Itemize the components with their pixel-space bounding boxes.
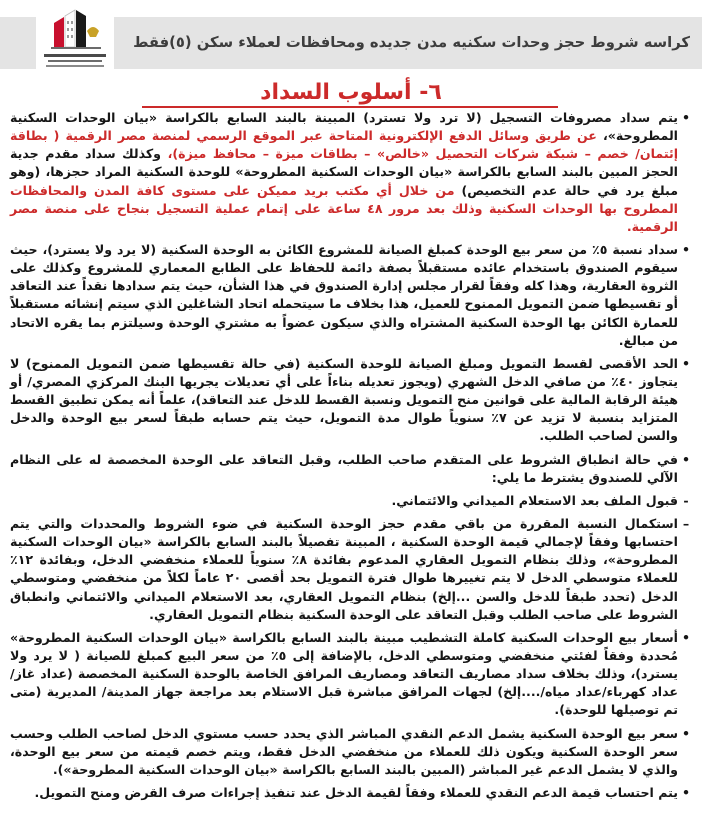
dash-marker: - (683, 492, 689, 508)
logo-lettering (44, 54, 106, 67)
housing-fund-logo-icon (36, 7, 114, 75)
text-segment: سداد نسبة ٥٪ من سعر بيع الوحدة كمبلغ الصيانة للمشروع الكائن به الوحدة السكنية (لا يرد ولا يسترد)، حيث سيقوم الصندوق باستخدام عائده مستقبلاً بصفة دائمة للحفاظ على الطابع المعماري للمشروع وكذلك على الثروة العقارية، وهذا كله وفقاً لقرار مجلس إدارة الصندوق في هذا الشأن، حيث يتم سدادها نقداً عند التعاقد أو تقسيطها ضمن التمويل الممنوح للعميل، هذا بخلاف ما سيتحمله اتحاد الشاغلين الذي سيتم إنشائه مستقبلاً للعمارة الكائن بها الوحدة السكنية المشتراه والذي سيكون عضواً به مشتري الوحدة وسيلتزم بما يقره الاتحاد من مبالغ. (10, 241, 679, 348)
clause-text (10, 109, 678, 236)
payment-method-clauses (10, 109, 694, 807)
bullet-marker: • (681, 355, 691, 371)
highlighted-text-segment: عن طريق وسائل الدفع الإلكترونية المتاحة عبر الموقع الرسمي لمنصة مصر الرقمية ( بطاقة إئتمان/ خصم – شبكة شركات التحصيل «خالص» – بطاقات ميزة – محافظ ميزة)، (10, 128, 679, 162)
bullet-marker: • (681, 784, 691, 800)
bullet-marker: • (681, 629, 691, 645)
clause-registration-fees (10, 109, 694, 236)
condition-text (10, 515, 678, 624)
text-segment: وكذلك سداد مقدم جدية الحجز المبين بالبند السابع بالكراسة «بيان الوحدات السكنية المطروحة» للوحدة السكنية المراد حجزها، (وهو مبلغ يرد في حالة عدم التخصيص) (10, 146, 678, 198)
bullet-marker: • (681, 725, 691, 741)
section-heading: ٦- أسلوب السداد (260, 80, 442, 105)
text-segment: يتم احتساب قيمة الدعم النقدي للعملاء وفقاً لقيمة الدخل عند تنفيذ إجراءات صرف القرض ومنح التمويل. (34, 784, 678, 800)
clause-text (10, 784, 678, 802)
heading-underline (142, 106, 558, 108)
text-segment: قبول الملف بعد الاستعلام الميداني والائتماني. (391, 492, 678, 508)
clause-text (10, 451, 678, 487)
condition-file-acceptance (10, 492, 694, 510)
clause-maintenance-fee (10, 241, 694, 350)
clause-text (10, 355, 678, 446)
bullet-marker: • (681, 110, 691, 125)
bullet-marker: • (681, 451, 691, 467)
dash-marker: – (682, 515, 690, 531)
text-segment: في حالة انطباق الشروط على المتقدم صاحب الطلب، وقبل التعاقد على الوحدة المخصصة له على النظام الآلي للصندوق يشترط ما يلي: (10, 451, 678, 485)
text-segment: أسعار بيع الوحدات السكنية كاملة التشطيب مبينة بالبند السابع بالكراسة «بيان الوحدات السكنية المطروحة» مُحددة وفقاً لفئتي منخفضي ومتوسطي الدخل، بالإضافة إلى ٥٪ من سعر البيع كمبلغ للصيانة ( لا يرد ولا يسترد)، وذلك بخلاف سداد مصاريف التعاقد ومصاريف المرافق الخاصة بالوحدة السكنية المخصصة (عداد غاز/عداد كهرباء/عداد مياه/....إلخ) لجهات المرافق مباشرة قبل الاستلام بعد مراجعة جهاز المدينة/ المديرية (متى تم توصيلها للوحدة). (10, 629, 678, 718)
logo-graphic (36, 7, 114, 75)
condition-text (10, 492, 678, 510)
text-segment: الحد الأقصى لقسط التمويل ومبلغ الصيانة للوحدة السكنية (في حالة تقسيطها ضمن التمويل الممنوح) لا يتجاوز ٤٠٪ من صافي الدخل الشهري (ويجوز تعديله بناءاً على أي تعديلات يجريها البنك المركزي المصري/ أو هيئة الرقابة المالية على قوانين منح التمويل ونسبة القسط للدخل عند التعاقد)، علماً أنه يمكن تطبيق القسط المتزايد بنسبة لا تزيد عن ٧٪ سنوياً طوال مدة التمويل، حيث يتم حسابه طبقاً لسعر بيع الوحدة والدخل والسن لصاحب الطلب. (10, 355, 679, 444)
clause-text (10, 241, 678, 350)
highlighted-text-segment: من خلال أي مكتب بريد مميكن على مستوى كافة المدن والمحافظات المطروح بها الوحدات السكنية وذلك بعد مرور ٤٨ ساعة على إتمام عملية التسجيل بنجاح على منصة مصر الرقمية. (10, 182, 678, 234)
text-segment: يتم سداد مصروفات التسجيل (لا ترد ولا تسترد) المبينة بالبند السابع بالكراسة «بيان الوحدات السكنية المطروحة»، (10, 110, 678, 144)
clause-subsidy-calculation (10, 784, 694, 802)
clause-text (10, 725, 678, 779)
clause-cash-subsidy (10, 725, 694, 779)
clause-max-installment (10, 355, 694, 446)
bullet-marker: • (681, 241, 691, 257)
condition-down-payment (10, 515, 694, 624)
clause-eligibility-conditions (10, 451, 694, 487)
clause-unit-prices (10, 629, 694, 720)
clause-text (10, 629, 678, 720)
logo-emblem (51, 10, 101, 49)
text-segment: سعر بيع الوحدة السكنية يشمل الدعم النقدي المباشر الذي يحدد حسب مستوي الدخل لصاحب الطلب وحسب سعر الوحدة السكنية ويكون ذلك للعملاء من منخفضي الدخل فقط، ويتم خصم قيمته من سعر بيع الوحدة، والذي لا يشمل الدعم غير المباشر (المبين بالبند السابع بالكراسة «بيان الوحدات السكنية المطروحة»). (10, 725, 678, 777)
document-title: كراسه شروط حجز وحدات سكنيه مدن جديده ومحافظات لعملاء سكن (٥)فقط (133, 34, 690, 51)
text-segment: استكمال النسبة المقررة من باقي مقدم حجز الوحدة السكنية في ضوء الشروط والمحددات والتي يتم احتسابها وفقاً لإجمالي قيمة الوحدة السكنية ، المبينة تفصيلاً بالبند السابع بالكراسة «بيان الوحدات السكنية المطروحة»، وذلك بنظام التمويل العقاري المدعوم بفائدة ٨٪ سنوياً للعملاء منخفضي الدخل، وبفائدة ١٢٪ للعملاء متوسطي الدخل لا يتم تغييرها طوال فترة التمويل بحد أقصى ٢٠ عاماً لكلاً من منخفضي ومتوسطي الدخل (تحدد طبقاً للدخل والسن ...إلخ) بنظام التمويل العقاري، بعد الاستعلام الميداني والائتماني وانطباق الشروط على صاحب الطلب وقبل التعاقد على الوحدة السكنية بنظام التمويل العقاري. (10, 515, 679, 622)
